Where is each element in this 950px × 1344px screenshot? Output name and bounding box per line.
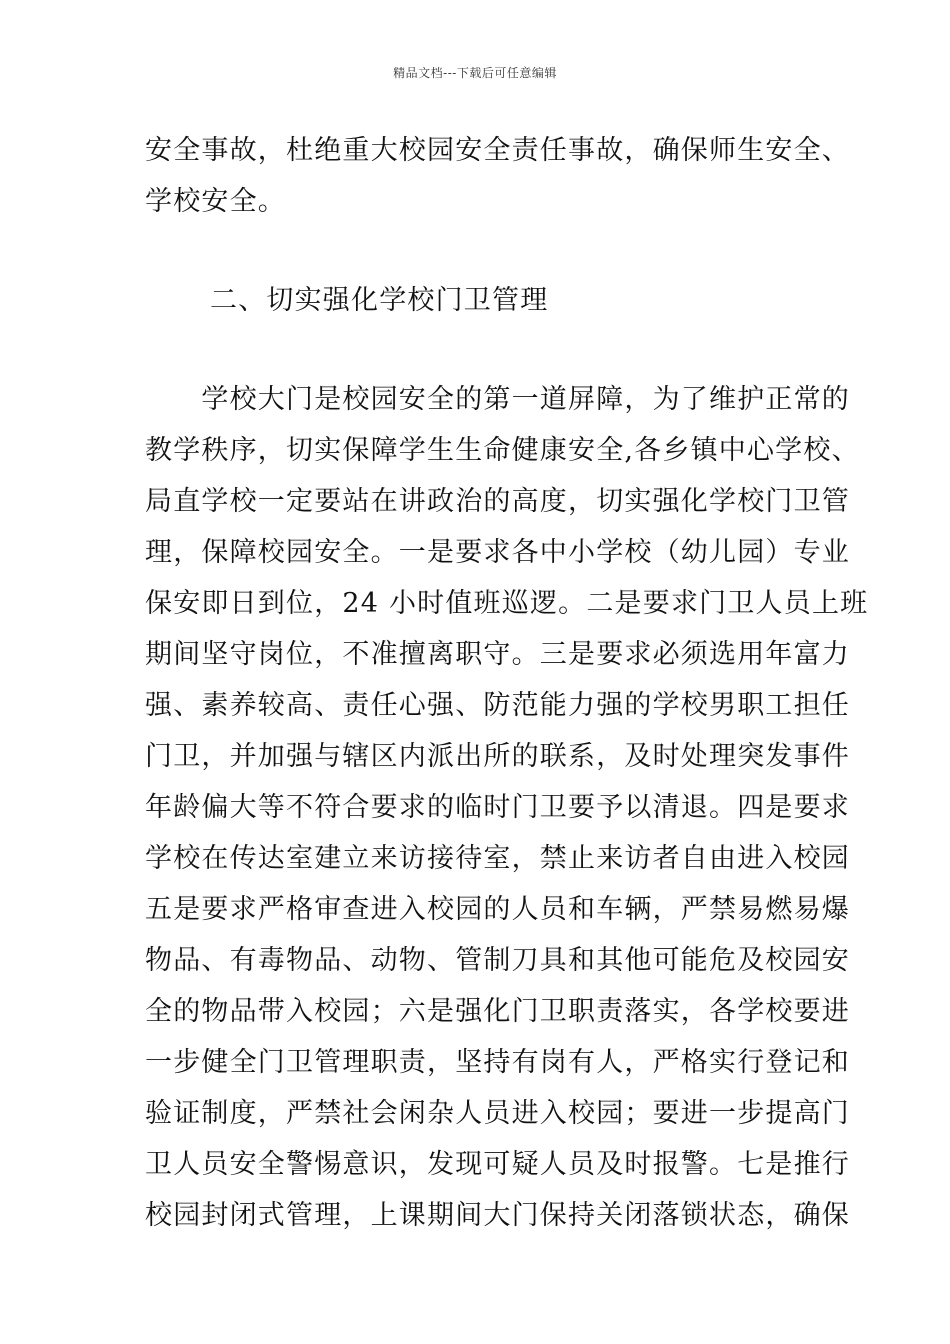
text-line: 安全事故，杜绝重大校园安全责任事故，确保师生安全、 <box>145 135 850 166</box>
text-line: 物品、有毒物品、动物、管制刀具和其他可能危及校园安 <box>145 945 850 976</box>
text-line: 校园封闭式管理，上课期间大门保持关闭落锁状态，确保 <box>145 1200 850 1231</box>
text-line: 验证制度，严禁社会闲杂人员进入校园；要进一步提高门 <box>145 1098 850 1129</box>
text-line: 学校在传达室建立来访接待室，禁止来访者自由进入校园 <box>145 843 850 874</box>
text-line: 年龄偏大等不符合要求的临时门卫要予以清退。四是要求 <box>145 792 850 823</box>
text-line: 教学秩序，切实保障学生生命健康安全,各乡镇中心学校、 <box>145 435 860 466</box>
text-line: 局直学校一定要站在讲政治的高度，切实强化学校门卫管 <box>145 486 850 517</box>
text-line: 全的物品带入校园；六是强化门卫职责落实，各学校要进 <box>145 996 850 1027</box>
text-line: 保安即日到位，24 小时值班巡逻。二是要求门卫人员上班 <box>145 588 869 619</box>
text-line: 学校安全。 <box>145 186 286 217</box>
text-line: 期间坚守岗位，不准擅离职守。三是要求必须选用年富力 <box>145 639 850 670</box>
text-line: 一步健全门卫管理职责，坚持有岗有人，严格实行登记和 <box>145 1047 850 1078</box>
body-paragraph <box>145 374 869 1241</box>
section-heading-text: 二、切实强化学校门卫管理 <box>210 285 549 316</box>
text-line: 理，保障校园安全。一是要求各中小学校（幼儿园）专业 <box>145 537 850 568</box>
text-line: 强、素养较高、责任心强、防范能力强的学校男职工担任 <box>145 690 850 721</box>
section-heading <box>210 275 875 326</box>
text-line: 五是要求严格审查进入校园的人员和车辆，严禁易燃易爆 <box>145 894 850 925</box>
text-line: 学校大门是校园安全的第一道屏障，为了维护正常的 <box>145 384 850 415</box>
intro-text <box>145 125 850 227</box>
text-line: 门卫，并加强与辖区内派出所的联系，及时处理突发事件 <box>145 741 850 772</box>
page-header: 精品文档---下载后可任意编辑 <box>393 66 557 80</box>
text-line: 卫人员安全警惕意识，发现可疑人员及时报警。七是推行 <box>145 1149 850 1180</box>
